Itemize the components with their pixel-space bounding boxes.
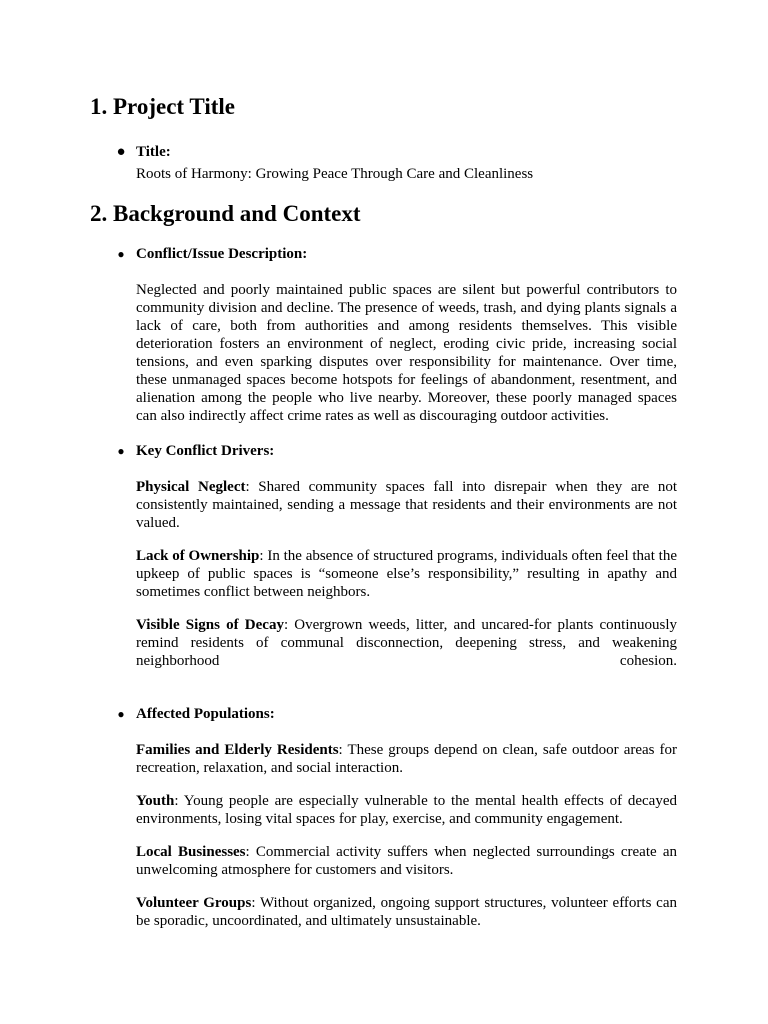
population-term: Youth (136, 793, 175, 809)
population-text: : Young people are especially vulnerable to the mental health effects of decayed environments, losing vital spaces for play, exercise, and community engagement. (136, 793, 677, 827)
driver-term: Visible Signs of Decay (136, 617, 284, 633)
bullet-icon: ● (117, 444, 125, 458)
population-text: : These groups depend on clean, safe outdoor areas for recreation, relaxation, and social interaction. (136, 742, 677, 776)
population-term: Volunteer Groups (136, 895, 252, 911)
driver-item (136, 616, 677, 670)
bullet-icon: ● (116, 144, 126, 160)
population-item (136, 843, 677, 879)
population-term: Families and Elderly Residents (136, 742, 339, 758)
driver-item (136, 478, 677, 532)
driver-term: Lack of Ownership (136, 548, 260, 564)
driver-text: : Shared community spaces fall into disrepair when they are not consistently maintained, sending a message that residents and their environments are not valued. (136, 479, 677, 531)
population-text: : Commercial activity suffers when neglected surroundings create an unwelcoming atmosphere for customers and visitors. (136, 844, 677, 878)
conflict-label: Conflict/Issue Description: (136, 246, 308, 262)
driver-item (136, 547, 677, 601)
driver-text: : Overgrown weeds, litter, and uncared-for plants continuously remind residents of communal disconnection, deepening stress, and weakening neighborhood cohesion. (136, 617, 678, 669)
populations-label: Affected Populations: (136, 706, 275, 722)
drivers-label: Key Conflict Drivers: (136, 443, 275, 459)
project-title-value: Roots of Harmony: Growing Peace Through Care and Cleanliness (136, 166, 534, 182)
population-item (136, 792, 677, 828)
section-heading-background: 2. Background and Context (90, 201, 361, 226)
population-item (136, 894, 677, 930)
bullet-icon: ● (117, 707, 125, 721)
section-heading-project-title: 1. Project Title (90, 94, 235, 119)
driver-term: Physical Neglect (136, 479, 246, 495)
title-label: Title: (136, 144, 171, 160)
population-term: Local Businesses (136, 844, 246, 860)
population-item (136, 741, 677, 777)
population-text: : Without organized, ongoing support structures, volunteer efforts can be sporadic, uncoordinated, and ultimately unsustainable. (136, 895, 677, 929)
bullet-icon: ● (117, 247, 125, 261)
driver-text: : In the absence of structured programs, individuals often feel that the upkeep of public spaces is “someone else’s responsibility,” resulting in apathy and sometimes conflict between neighbors. (136, 548, 677, 600)
conflict-description: Neglected and poorly maintained public spaces are silent but powerful contributors to community division and decline. The presence of weeds, trash, and dying plants signals a lack of care, both from authorities and among residents themselves. This visible deterioration fosters an environment of neglect, eroding civic pride, increasing social tensions, and even sparking disputes over responsibility for maintenance. Over time, these unmanaged spaces become hotspots for feelings of abandonment, resentment, and alienation among the people who live nearby. Moreover, these poorly managed spaces can also indirectly affect crime rates as well as discouraging outdoor activities. (136, 282, 677, 424)
